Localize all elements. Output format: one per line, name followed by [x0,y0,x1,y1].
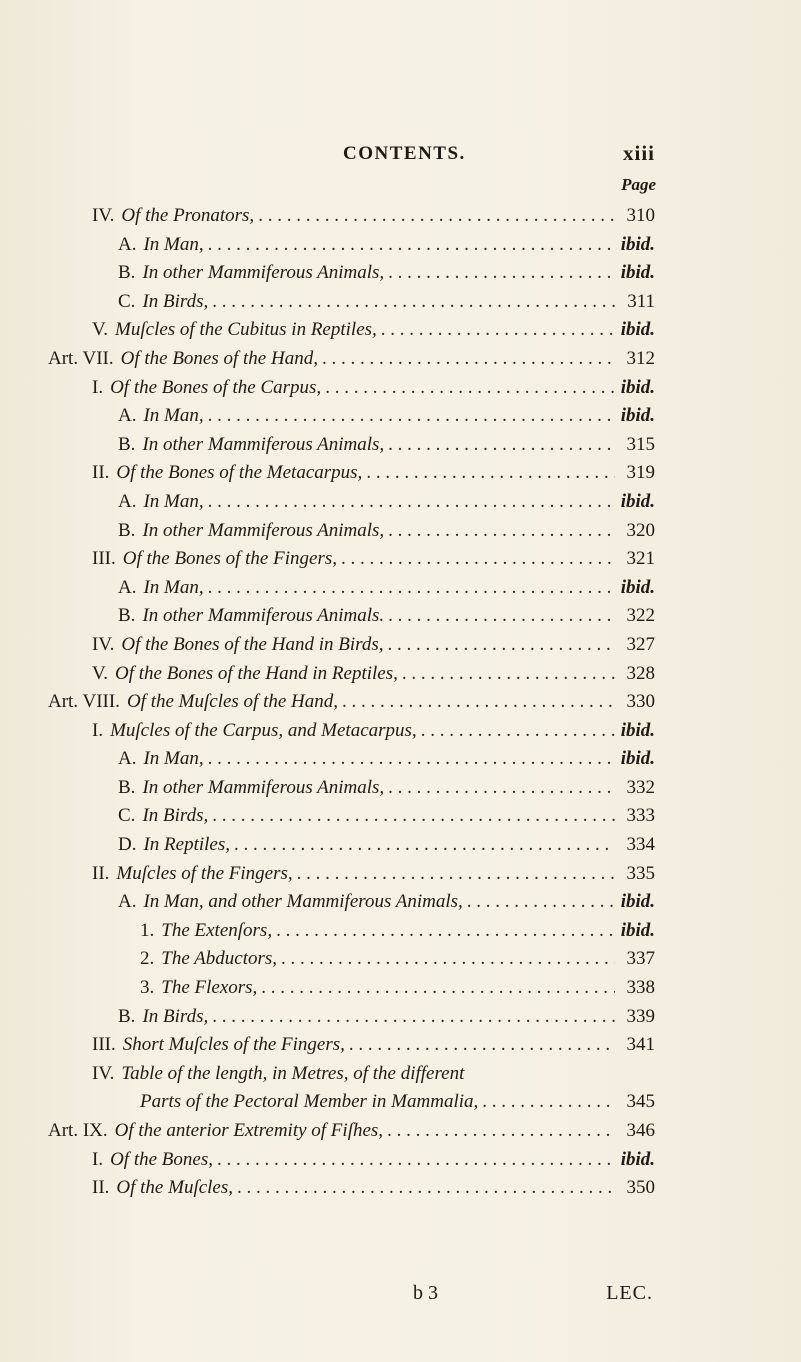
entry-title: Of the Bones of the Hand in Reptiles, [115,662,398,684]
contents-entry [0,1060,801,1089]
entry-page: ibid. [620,891,655,913]
contents-entry [0,917,801,946]
entry-page: 337 [626,948,655,970]
contents-entry [0,831,801,860]
entry-title: In Man, [143,576,204,598]
entry-title: Of the Pronators, [121,205,255,226]
entry-label: B. [118,433,136,455]
leader-dots [217,1146,615,1175]
leader-dots [342,688,615,717]
entry-label: A. [118,576,137,598]
leader-dots [237,1174,615,1203]
entry-label: III. [92,548,116,570]
contents-entry [0,974,801,1003]
entry-title: The Extenſors, [161,919,273,941]
contents-entry [0,602,801,631]
leader-dots [349,1031,615,1060]
entry-title: Table of the length, in Metres, of the different [121,1062,465,1084]
entry-label: A. [118,748,137,770]
entry-page: 310 [626,205,655,226]
entry-label: B. [118,1005,136,1027]
leader-dots [402,660,615,689]
entry-page: ibid. [620,919,655,941]
entry-label: IV. [92,633,115,655]
entry-label: I. [92,1148,104,1170]
entry-title: Of the Bones, [110,1148,213,1170]
entry-title: In Birds, [142,290,209,312]
leader-dots [467,888,615,917]
entry-title: Of the Muſcles of the Hand, [126,691,339,713]
leader-dots [208,574,615,603]
contents-entry [0,860,801,889]
signature-mark: b 3 [413,1282,438,1304]
entry-title: In Man, and other Mammiferous Animals, [143,891,463,913]
contents-entry [0,316,801,345]
leader-dots [212,802,615,831]
contents-entry [0,660,801,689]
entry-label: II. [92,462,110,484]
entry-label: V. [92,662,109,684]
entry-title: In Birds, [142,805,209,827]
entry-title: Of the anterior Extremity of Fiſhes, [114,1120,384,1141]
entry-title: Of the Bones of the Hand, [120,347,318,369]
entry-page: 350 [626,1177,655,1199]
entry-label: B. [118,776,136,798]
entry-title: Of the Bones of the Metacarpus, [116,462,363,484]
entry-title: Of the Bones of the Hand in Birds, [121,633,384,655]
leader-dots [482,1088,615,1117]
entry-page: 330 [626,691,655,713]
entry-title: In Man, [143,490,204,512]
contents-entry [0,1117,801,1146]
contents-entry [0,745,801,774]
entry-label: B. [118,605,136,627]
contents-entry [0,1174,801,1203]
entry-page: 322 [626,605,655,627]
entry-label: Art. IX. [48,1120,108,1141]
leader-dots [258,202,615,231]
leader-dots [261,974,615,1003]
entry-page: 312 [626,347,655,369]
entry-page: ibid. [620,319,655,341]
leader-dots [276,917,615,946]
entry-label: III. [92,1034,116,1056]
contents-entry [0,888,801,917]
contents-entry [0,402,801,431]
contents-entry [0,517,801,546]
contents-entry [0,345,801,374]
entry-label: II. [92,1177,110,1199]
entry-title: Short Muſcles of the Fingers, [122,1034,345,1056]
entry-page: ibid. [620,376,655,398]
entry-label: IV. [92,205,115,226]
contents-entry [0,574,801,603]
leader-dots [212,288,615,317]
contents-entry [0,459,801,488]
contents-entry [0,1003,801,1032]
leader-dots [388,517,615,546]
contents-entry [0,288,801,317]
entry-page: ibid. [620,719,655,741]
leader-dots [381,316,615,345]
leader-dots [388,431,615,460]
entry-page: 319 [626,462,655,484]
entry-title: Of the Bones of the Fingers, [122,548,337,570]
contents-entry [0,774,801,803]
entry-title: Muſcles of the Carpus, and Metacarpus, [110,719,417,741]
entry-title: In other Mammiferous Animals, [142,433,385,455]
leader-dots [297,860,615,889]
entry-page: ibid. [620,490,655,512]
contents-entry [0,1031,801,1060]
page-number: xiii [622,141,655,165]
leader-dots [387,1117,615,1146]
entry-title: Parts of the Pectoral Member in Mammalia, [140,1091,479,1113]
entry-page: ibid. [620,748,655,770]
entry-page: ibid. [620,233,655,255]
running-head [0,143,801,167]
entry-title: In other Mammiferous Animals, [142,519,385,541]
entry-label: IV. [92,1062,115,1084]
entry-page: ibid. [620,1148,655,1170]
entry-label: I. [92,719,104,741]
entry-page: 320 [626,519,655,541]
contents-entry [0,431,801,460]
leader-dots [421,717,615,746]
leader-dots [208,402,615,431]
page-column-label: Page [621,175,656,194]
entry-title: In other Mammiferous Animals, [142,776,385,798]
entry-title: In Man, [143,748,204,770]
contents-entry [0,202,801,231]
entry-label: I. [92,376,104,398]
entry-title: Muſcles of the Fingers, [116,862,293,884]
contents-entry [0,374,801,403]
running-head-title: CONTENTS. [343,143,466,164]
leader-dots [325,374,615,403]
entry-page: 315 [626,433,655,455]
leader-dots [281,945,615,974]
contents-entry [0,488,801,517]
entry-title: In Birds, [142,1005,209,1027]
entry-label: B. [118,262,136,284]
entry-title: Of the Bones of the Carpus, [110,376,322,398]
entry-label: C. [118,805,136,827]
entry-page: ibid. [620,262,655,284]
entry-title: In Man, [143,405,204,427]
entry-page: 338 [626,977,655,999]
leader-dots [388,602,615,631]
entry-label: 2. [140,948,155,970]
contents-entry [0,259,801,288]
entry-title: The Flexors, [161,977,258,999]
leader-dots [212,1003,615,1032]
leader-dots [208,488,615,517]
entry-title: In other Mammiferous Animals, [142,262,385,284]
contents-list [0,202,801,1203]
entry-label: C. [118,290,136,312]
entry-title: In Reptiles, [143,834,231,856]
entry-title: In other Mammiferous Animals. [142,605,385,627]
entry-page: 339 [626,1005,655,1027]
entry-label: Art. VII. [48,347,114,369]
leader-dots [208,231,615,260]
entry-page: 311 [627,290,655,312]
contents-entry [0,1088,801,1117]
entry-label: 3. [140,977,155,999]
contents-entry [0,688,801,717]
leader-dots [388,774,615,803]
leader-dots [322,345,615,374]
leader-dots [388,259,615,288]
entry-page: ibid. [620,405,655,427]
catchword: LEC. [606,1282,653,1304]
entry-title: Of the Muſcles, [116,1177,234,1199]
entry-label: B. [118,519,136,541]
entry-page: ibid. [620,576,655,598]
contents-entry [0,631,801,660]
entry-label: II. [92,862,110,884]
contents-entry [0,945,801,974]
entry-page: 327 [626,633,655,655]
contents-entry [0,717,801,746]
leader-dots [366,459,615,488]
entry-page: 333 [626,805,655,827]
entry-page: 346 [626,1120,655,1141]
entry-label: A. [118,405,137,427]
leader-dots [208,745,615,774]
entry-page: 321 [626,548,655,570]
entry-label: D. [118,834,137,856]
entry-label: V. [92,319,109,341]
contents-entry [0,231,801,260]
entry-page: 332 [626,776,655,798]
entry-title: In Man, [143,233,204,255]
contents-entry [0,802,801,831]
contents-entry [0,1146,801,1175]
entry-page: 328 [626,662,655,684]
entry-page: 334 [626,834,655,856]
entry-label: Art. VIII. [48,691,120,713]
entry-page: 335 [626,862,655,884]
entry-label: A. [118,891,137,913]
contents-entry [0,545,801,574]
page-footer [0,1282,801,1308]
entry-page: 345 [626,1091,655,1113]
entry-title: Muſcles of the Cubitus in Reptiles, [115,319,377,341]
leader-dots [341,545,615,574]
entry-label: A. [118,490,137,512]
entry-title: The Abductors, [161,948,278,970]
entry-label: 1. [140,919,155,941]
leader-dots [234,831,615,860]
leader-dots [387,631,615,660]
entry-label: A. [118,233,137,255]
entry-page: 341 [626,1034,655,1056]
